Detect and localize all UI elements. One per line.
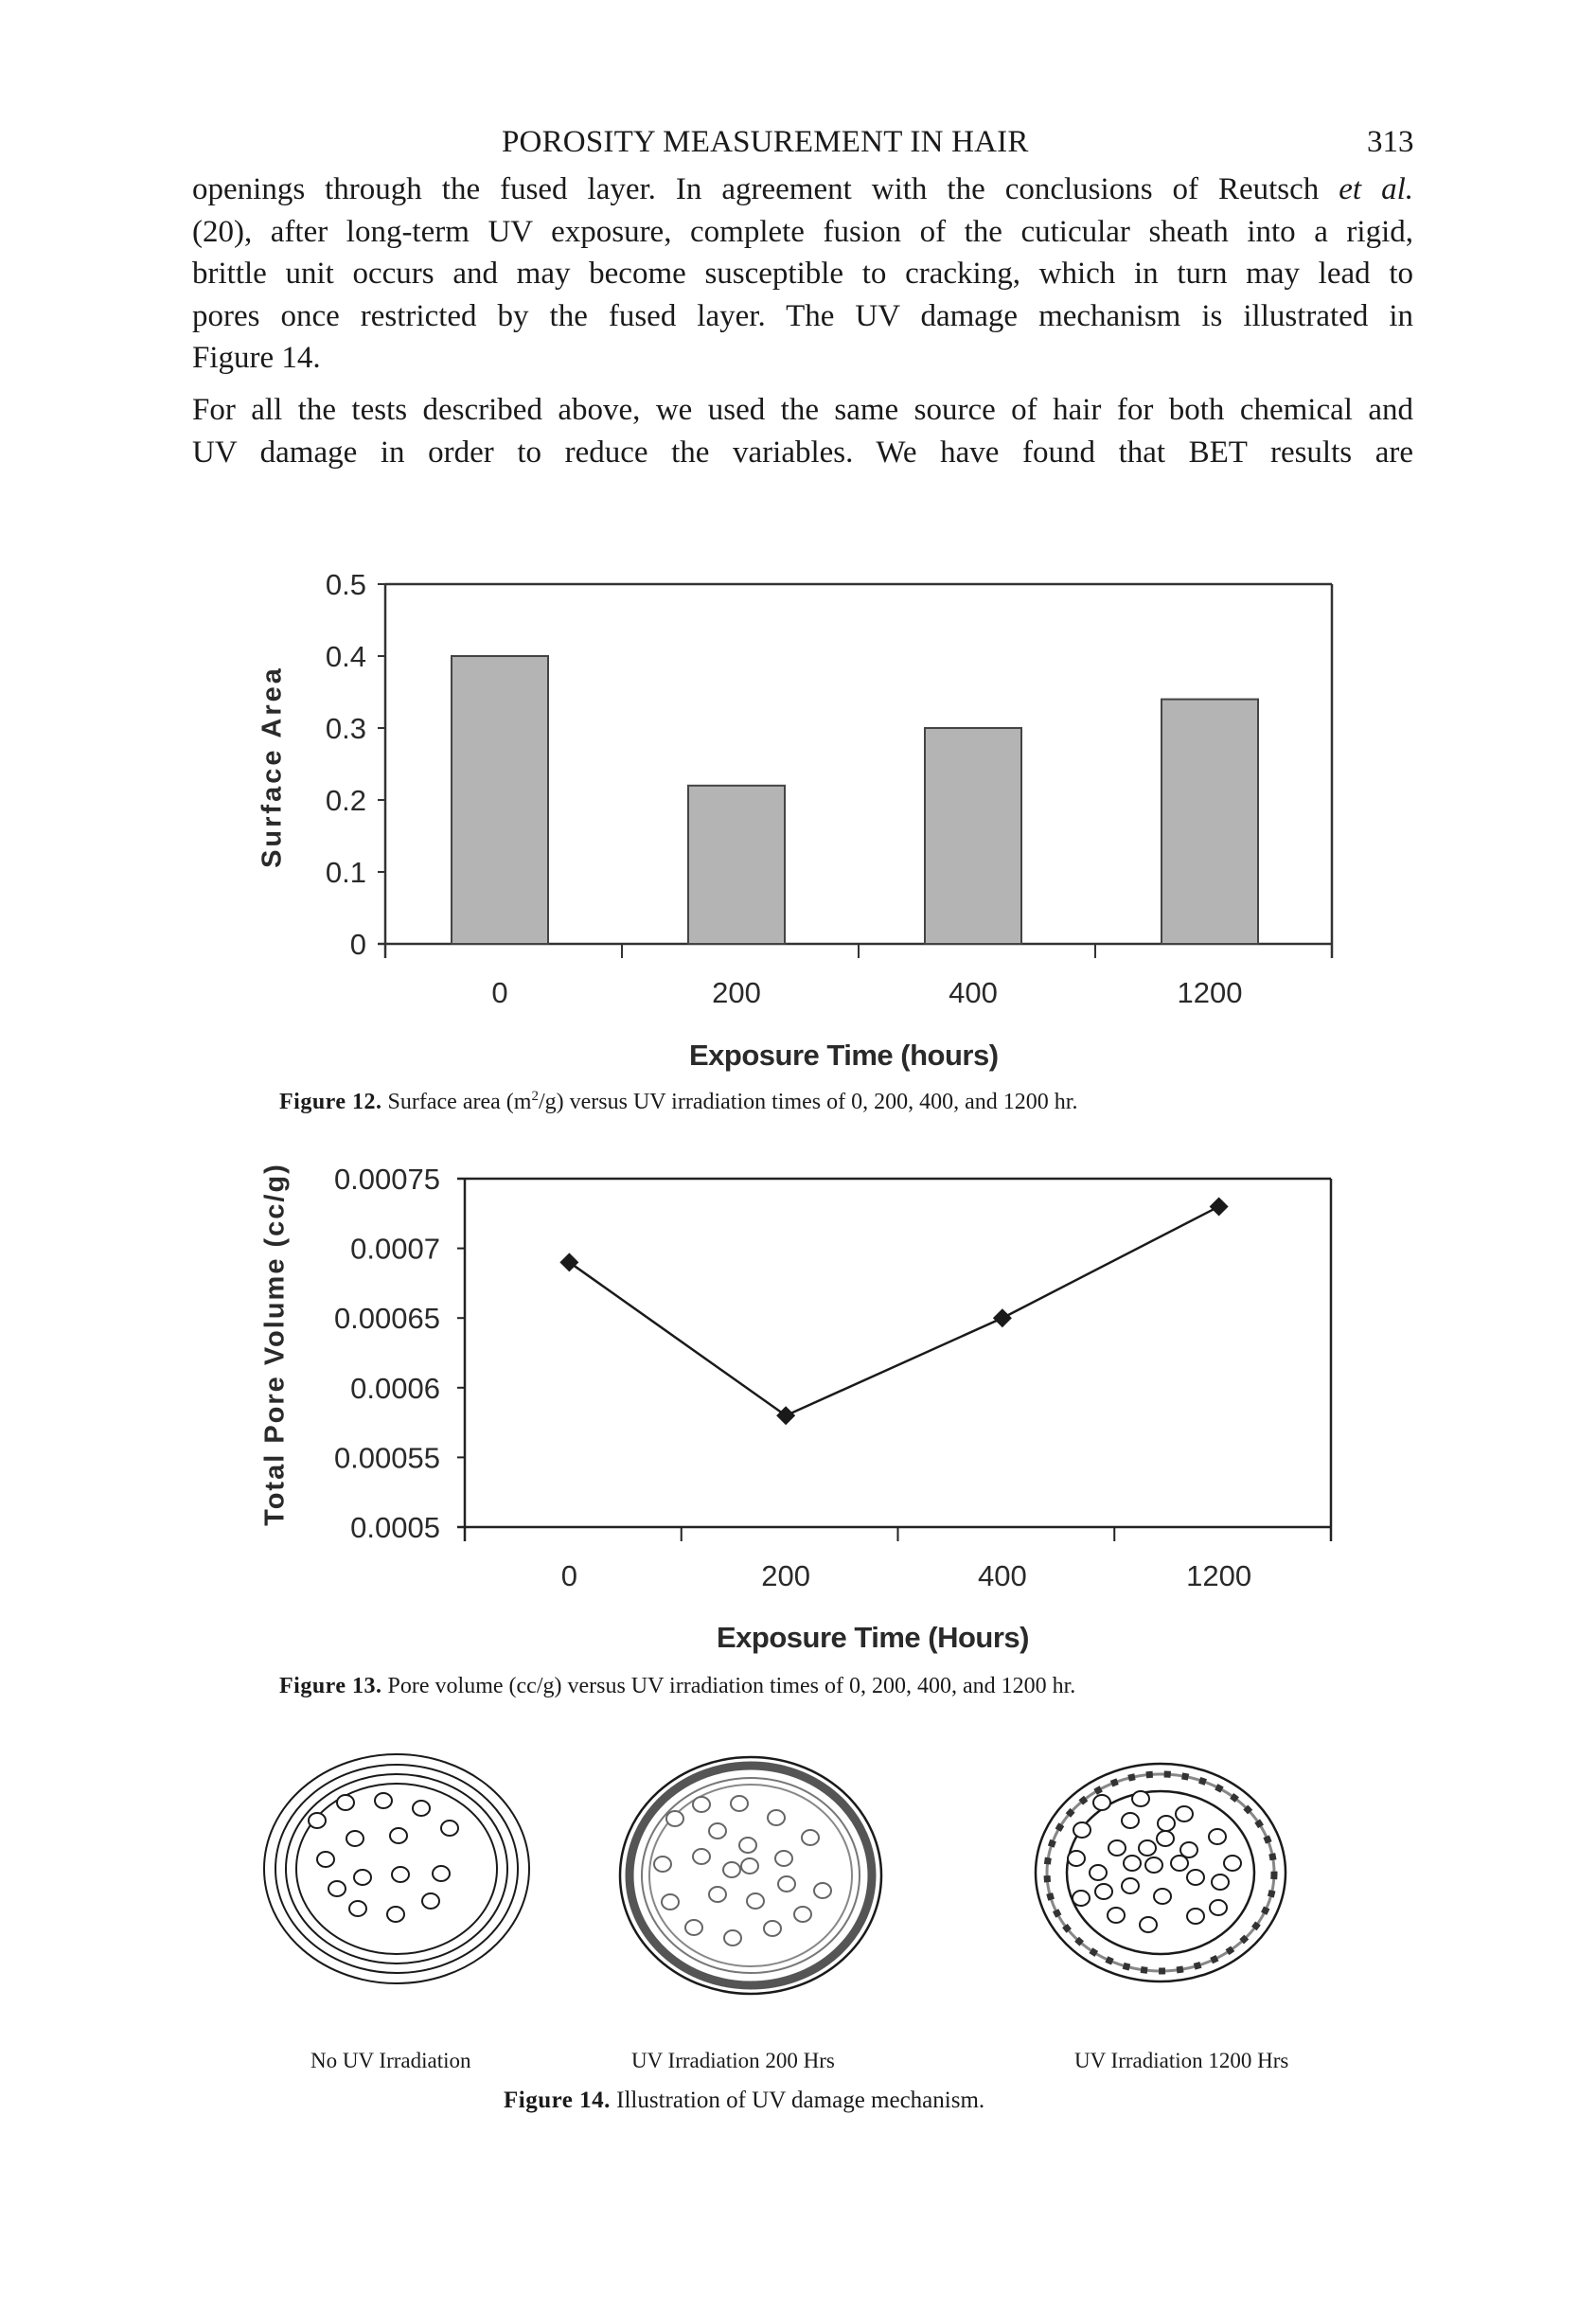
y-tick-label: 0.0006	[350, 1371, 440, 1405]
y-tick-label: 0.00075	[333, 1163, 440, 1196]
y-tick-label: 0.3	[325, 712, 366, 745]
text-line: pores once restricted by the fused layer. The UV damage mechanism is illustrated in	[192, 298, 1413, 333]
pore-icon	[354, 1870, 371, 1885]
panel-label-1200h: UV Irradiation 1200 Hrs	[1074, 2049, 1289, 2072]
line-chart-y-label: Total Pore Volume (cc/g)	[259, 1163, 291, 1526]
x-tick-label: 0	[560, 1559, 577, 1592]
y-tick-label: 0.00065	[333, 1302, 440, 1336]
pore-icon	[741, 1858, 758, 1874]
pore-icon	[1145, 1857, 1162, 1873]
pore-icon	[1176, 1806, 1193, 1821]
pore-icon	[1122, 1813, 1139, 1828]
pore-icon	[337, 1795, 354, 1810]
pore-icon	[739, 1838, 756, 1853]
pore-icon	[764, 1921, 781, 1936]
text-line: (20), after long-term UV exposure, complete fusion of the cuticular sheath into a rigid,	[192, 214, 1413, 249]
pore-icon	[1180, 1842, 1197, 1857]
pore-icon	[662, 1894, 679, 1910]
pore-icon	[768, 1810, 785, 1825]
x-tick-label: 1200	[1186, 1559, 1252, 1592]
pore-icon	[1090, 1865, 1107, 1880]
pore-icon	[1158, 1816, 1175, 1831]
pore-icon	[654, 1857, 671, 1872]
x-tick-label: 1200	[1177, 976, 1243, 1009]
pore-icon	[346, 1831, 364, 1846]
pore-icon	[693, 1849, 710, 1864]
pore-icon	[693, 1797, 710, 1812]
pore-icon	[794, 1907, 811, 1922]
x-tick-label: 0	[491, 976, 508, 1009]
panel-label-200h: UV Irradiation 200 Hrs	[631, 2049, 835, 2072]
pore-icon	[723, 1862, 740, 1877]
pore-icon	[1122, 1878, 1139, 1893]
pore-icon	[392, 1867, 409, 1882]
pore-icon	[1093, 1795, 1110, 1810]
pore-icon	[802, 1830, 819, 1845]
text-line: UV damage in order to reduce the variables. We have found that BET results are	[192, 435, 1413, 470]
pore-icon	[1132, 1791, 1149, 1806]
y-tick-label: 0.00055	[333, 1441, 440, 1475]
pore-icon	[1212, 1875, 1229, 1890]
pore-icon	[685, 1920, 702, 1935]
pore-icon	[1095, 1884, 1112, 1899]
pore-icon	[778, 1876, 795, 1892]
y-tick-label: 0	[349, 928, 366, 961]
pore-icon	[1171, 1856, 1188, 1871]
panel-label-no-uv: No UV Irradiation	[310, 2049, 471, 2072]
running-title: POROSITY MEASUREMENT IN HAIR	[502, 125, 1029, 159]
pore-icon	[1224, 1856, 1241, 1871]
x-tick-label: 400	[949, 976, 998, 1009]
pore-icon	[433, 1866, 450, 1881]
pore-icon	[1073, 1891, 1090, 1906]
figure-14-caption: Figure 14. Illustration of UV damage mechanism.	[504, 2088, 985, 2113]
pore-icon	[413, 1801, 430, 1816]
pore-icon	[1187, 1909, 1204, 1924]
pore-icon	[1068, 1851, 1085, 1866]
hair-cross-section-no-uv	[264, 1754, 529, 1983]
figure-13-caption: Figure 13. Pore volume (cc/g) versus UV irradiation times of 0, 200, 400, and 1200 hr.	[279, 1674, 1076, 1698]
x-tick-label: 200	[761, 1559, 810, 1592]
pore-icon	[724, 1930, 741, 1946]
pore-icon	[1140, 1917, 1157, 1932]
pore-icon	[709, 1823, 726, 1839]
pore-icon	[422, 1893, 439, 1909]
text-line: openings through the fused layer. In agreement with the conclusions of Reutsch et al.	[192, 172, 1413, 206]
y-tick-label: 0.0007	[350, 1232, 440, 1266]
y-tick-label: 0.1	[325, 856, 366, 889]
pore-icon	[1187, 1870, 1204, 1885]
pore-icon	[1210, 1900, 1227, 1915]
x-tick-label: 400	[978, 1559, 1027, 1592]
hair-cross-section-1200h	[1036, 1764, 1286, 1981]
figure-12-caption: Figure 12. Surface area $(m^2/g)$ versus UV irradiation times of 0, 200, 400, and 1200 hr.	[279, 1089, 1078, 1114]
pore-icon	[709, 1887, 726, 1902]
caption-label: Figure 12.	[279, 1090, 382, 1114]
pore-icon	[1139, 1840, 1156, 1856]
page-number: 313	[1367, 125, 1414, 159]
text-line: Figure 14.	[192, 341, 321, 375]
y-tick-label: 0.0005	[350, 1511, 440, 1544]
y-tick-label: 0.5	[325, 568, 366, 601]
pore-icon	[666, 1811, 683, 1826]
pore-icon	[1108, 1908, 1125, 1923]
pore-icon	[441, 1821, 458, 1836]
hair-cross-section-200h	[620, 1757, 881, 1994]
text-line: brittle unit occurs and may become susceptible to cracking, which in turn may lead to	[192, 257, 1413, 291]
pore-icon	[1073, 1822, 1091, 1838]
pore-icon	[328, 1881, 346, 1896]
bar-chart-y-label: Surface Area	[257, 666, 288, 868]
bar-chart-x-label: Exposure Time (hours)	[689, 1039, 999, 1072]
caption-label: Figure 13.	[279, 1674, 382, 1698]
pore-icon	[731, 1796, 748, 1811]
caption-label: Figure 14.	[504, 2088, 611, 2113]
pore-icon	[1157, 1831, 1174, 1846]
pore-icon	[375, 1793, 392, 1808]
pore-icon	[1209, 1829, 1226, 1844]
pore-icon	[775, 1851, 792, 1866]
pore-icon	[387, 1907, 404, 1922]
pore-icon	[309, 1813, 326, 1828]
pore-icon	[814, 1883, 831, 1898]
pore-icon	[1154, 1889, 1171, 1904]
y-tick-label: 0.4	[325, 640, 366, 673]
pore-icon	[1124, 1856, 1141, 1871]
pore-icon	[747, 1893, 764, 1909]
pore-icon	[349, 1901, 366, 1916]
pore-icon	[317, 1852, 334, 1867]
citation-italic: et al.	[1339, 172, 1413, 206]
line-chart-x-label: Exposure Time (Hours)	[717, 1621, 1030, 1654]
pore-icon	[1108, 1840, 1126, 1856]
text-line: For all the tests described above, we used the same source of hair for both chemical and	[192, 393, 1413, 427]
y-tick-label: 0.2	[325, 784, 366, 817]
x-tick-label: 200	[712, 976, 761, 1009]
pore-icon	[390, 1828, 407, 1843]
